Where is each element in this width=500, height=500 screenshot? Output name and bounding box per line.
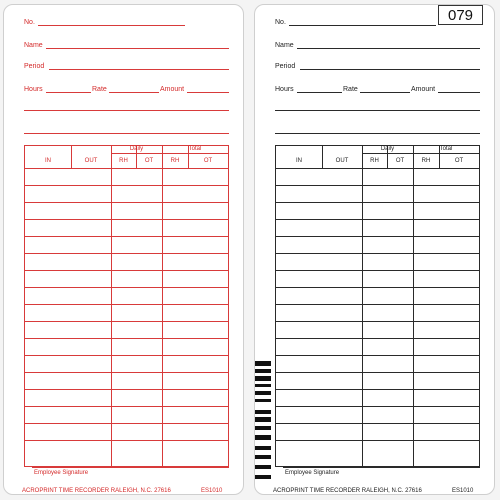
col-total-rh-header: RH — [170, 158, 180, 164]
grid-row-line — [276, 253, 479, 254]
grid-row-line — [25, 321, 228, 322]
blank-line — [275, 133, 480, 134]
col-daily-rh-header: RH — [119, 158, 128, 164]
grid-divider — [111, 146, 112, 468]
card-footer: ACROPRINT TIME RECORDER RALEIGH, N.C. 27616 — [22, 488, 171, 494]
period-label: Period — [275, 63, 296, 70]
grid-row-line — [25, 338, 228, 339]
card-footer: ACROPRINT TIME RECORDER RALEIGH, N.C. 27616 — [273, 488, 422, 494]
barcode-bar — [255, 384, 271, 387]
period-line — [300, 69, 480, 70]
rate-label: Rate — [343, 86, 358, 93]
card-number-box: 079 — [438, 5, 483, 25]
no-label: No. — [275, 19, 286, 26]
grid-row-line — [25, 423, 228, 424]
grid-row-line — [25, 440, 228, 441]
amount-label: Amount — [411, 86, 436, 93]
daily-group-header: Daily — [129, 146, 144, 152]
rate-line — [109, 92, 159, 93]
grid-row-line — [276, 372, 479, 373]
form-code: ES1010 — [201, 488, 223, 494]
signature-line — [283, 467, 480, 468]
grid-divider — [362, 146, 363, 468]
grid-row-line — [25, 202, 228, 203]
barcode-bar — [255, 465, 271, 469]
grid-row-line — [276, 202, 479, 203]
name-line — [297, 48, 480, 49]
grid-row-line — [25, 168, 228, 169]
rate-label: Rate — [92, 86, 107, 93]
grid-row-line — [25, 253, 228, 254]
hours-label: Hours — [24, 86, 43, 93]
hours-label: Hours — [275, 86, 294, 93]
total-group-header: Total — [439, 146, 453, 152]
group-divider — [362, 153, 479, 154]
grid-row-line — [276, 355, 479, 356]
grid-row-line — [25, 355, 228, 356]
grid-row-line — [25, 270, 228, 271]
no-label: No. — [24, 19, 35, 26]
grid-row-line — [276, 389, 479, 390]
barcode-bar — [255, 455, 271, 459]
col-total-ot-header: OT — [454, 158, 464, 164]
grid-row-line — [276, 270, 479, 271]
time-card-back — [254, 4, 495, 495]
group-divider — [111, 153, 228, 154]
hours-line — [46, 92, 91, 93]
col-daily-ot-header: OT — [144, 158, 154, 164]
barcode-bar — [255, 417, 271, 422]
no-line — [38, 25, 185, 26]
barcode-bar — [255, 435, 271, 440]
grid-row-line — [276, 406, 479, 407]
grid-row-line — [276, 168, 479, 169]
grid-row-line — [25, 219, 228, 220]
name-line — [46, 48, 229, 49]
grid-row-line — [276, 304, 479, 305]
grid-row-line — [25, 185, 228, 186]
signature-label: Employee Signature — [34, 470, 89, 476]
blank-line — [275, 110, 480, 111]
barcode-bar — [255, 376, 271, 381]
grid-row-line — [276, 321, 479, 322]
amount-line — [187, 92, 229, 93]
grid-row-line — [25, 406, 228, 407]
col-out-header: OUT — [84, 158, 98, 164]
form-code: ES1010 — [452, 488, 474, 494]
grid-divider — [413, 146, 414, 468]
grid-row-line — [25, 287, 228, 288]
grid-row-line — [276, 440, 479, 441]
grid-row-line — [276, 423, 479, 424]
name-label: Name — [275, 42, 294, 49]
grid-row-line — [276, 236, 479, 237]
col-total-ot-header: OT — [203, 158, 213, 164]
col-total-rh-header: RH — [421, 158, 431, 164]
barcode-bar — [255, 426, 271, 430]
col-daily-rh-header: RH — [370, 158, 379, 164]
grid-row-line — [25, 236, 228, 237]
daily-group-header: Daily — [380, 146, 395, 152]
col-in-header: IN — [45, 158, 51, 164]
barcode-bar — [255, 410, 271, 414]
signature-label: Employee Signature — [285, 470, 340, 476]
period-label: Period — [24, 63, 45, 70]
hours-line — [297, 92, 342, 93]
barcode-bar — [255, 391, 271, 395]
name-label: Name — [24, 42, 43, 49]
barcode-bar — [255, 475, 271, 479]
time-grid — [275, 145, 480, 467]
grid-row-line — [25, 304, 228, 305]
amount-line — [438, 92, 480, 93]
rate-line — [360, 92, 410, 93]
grid-row-line — [25, 372, 228, 373]
time-card-front — [3, 4, 244, 495]
barcode-bar — [255, 361, 271, 366]
time-grid — [24, 145, 229, 467]
barcode-bar — [255, 369, 271, 373]
col-out-header: OUT — [335, 158, 349, 164]
total-group-header: Total — [188, 146, 202, 152]
no-line — [289, 25, 436, 26]
blank-line — [24, 133, 229, 134]
blank-line — [24, 110, 229, 111]
grid-row-line — [276, 338, 479, 339]
grid-row-line — [25, 389, 228, 390]
col-in-header: IN — [296, 158, 302, 164]
grid-divider — [162, 146, 163, 468]
grid-row-line — [276, 219, 479, 220]
period-line — [49, 69, 229, 70]
barcode-bar — [255, 399, 271, 402]
col-daily-ot-header: OT — [395, 158, 405, 164]
grid-row-line — [276, 287, 479, 288]
amount-label: Amount — [160, 86, 185, 93]
barcode-bar — [255, 446, 271, 450]
grid-row-line — [276, 185, 479, 186]
signature-line — [32, 467, 229, 468]
